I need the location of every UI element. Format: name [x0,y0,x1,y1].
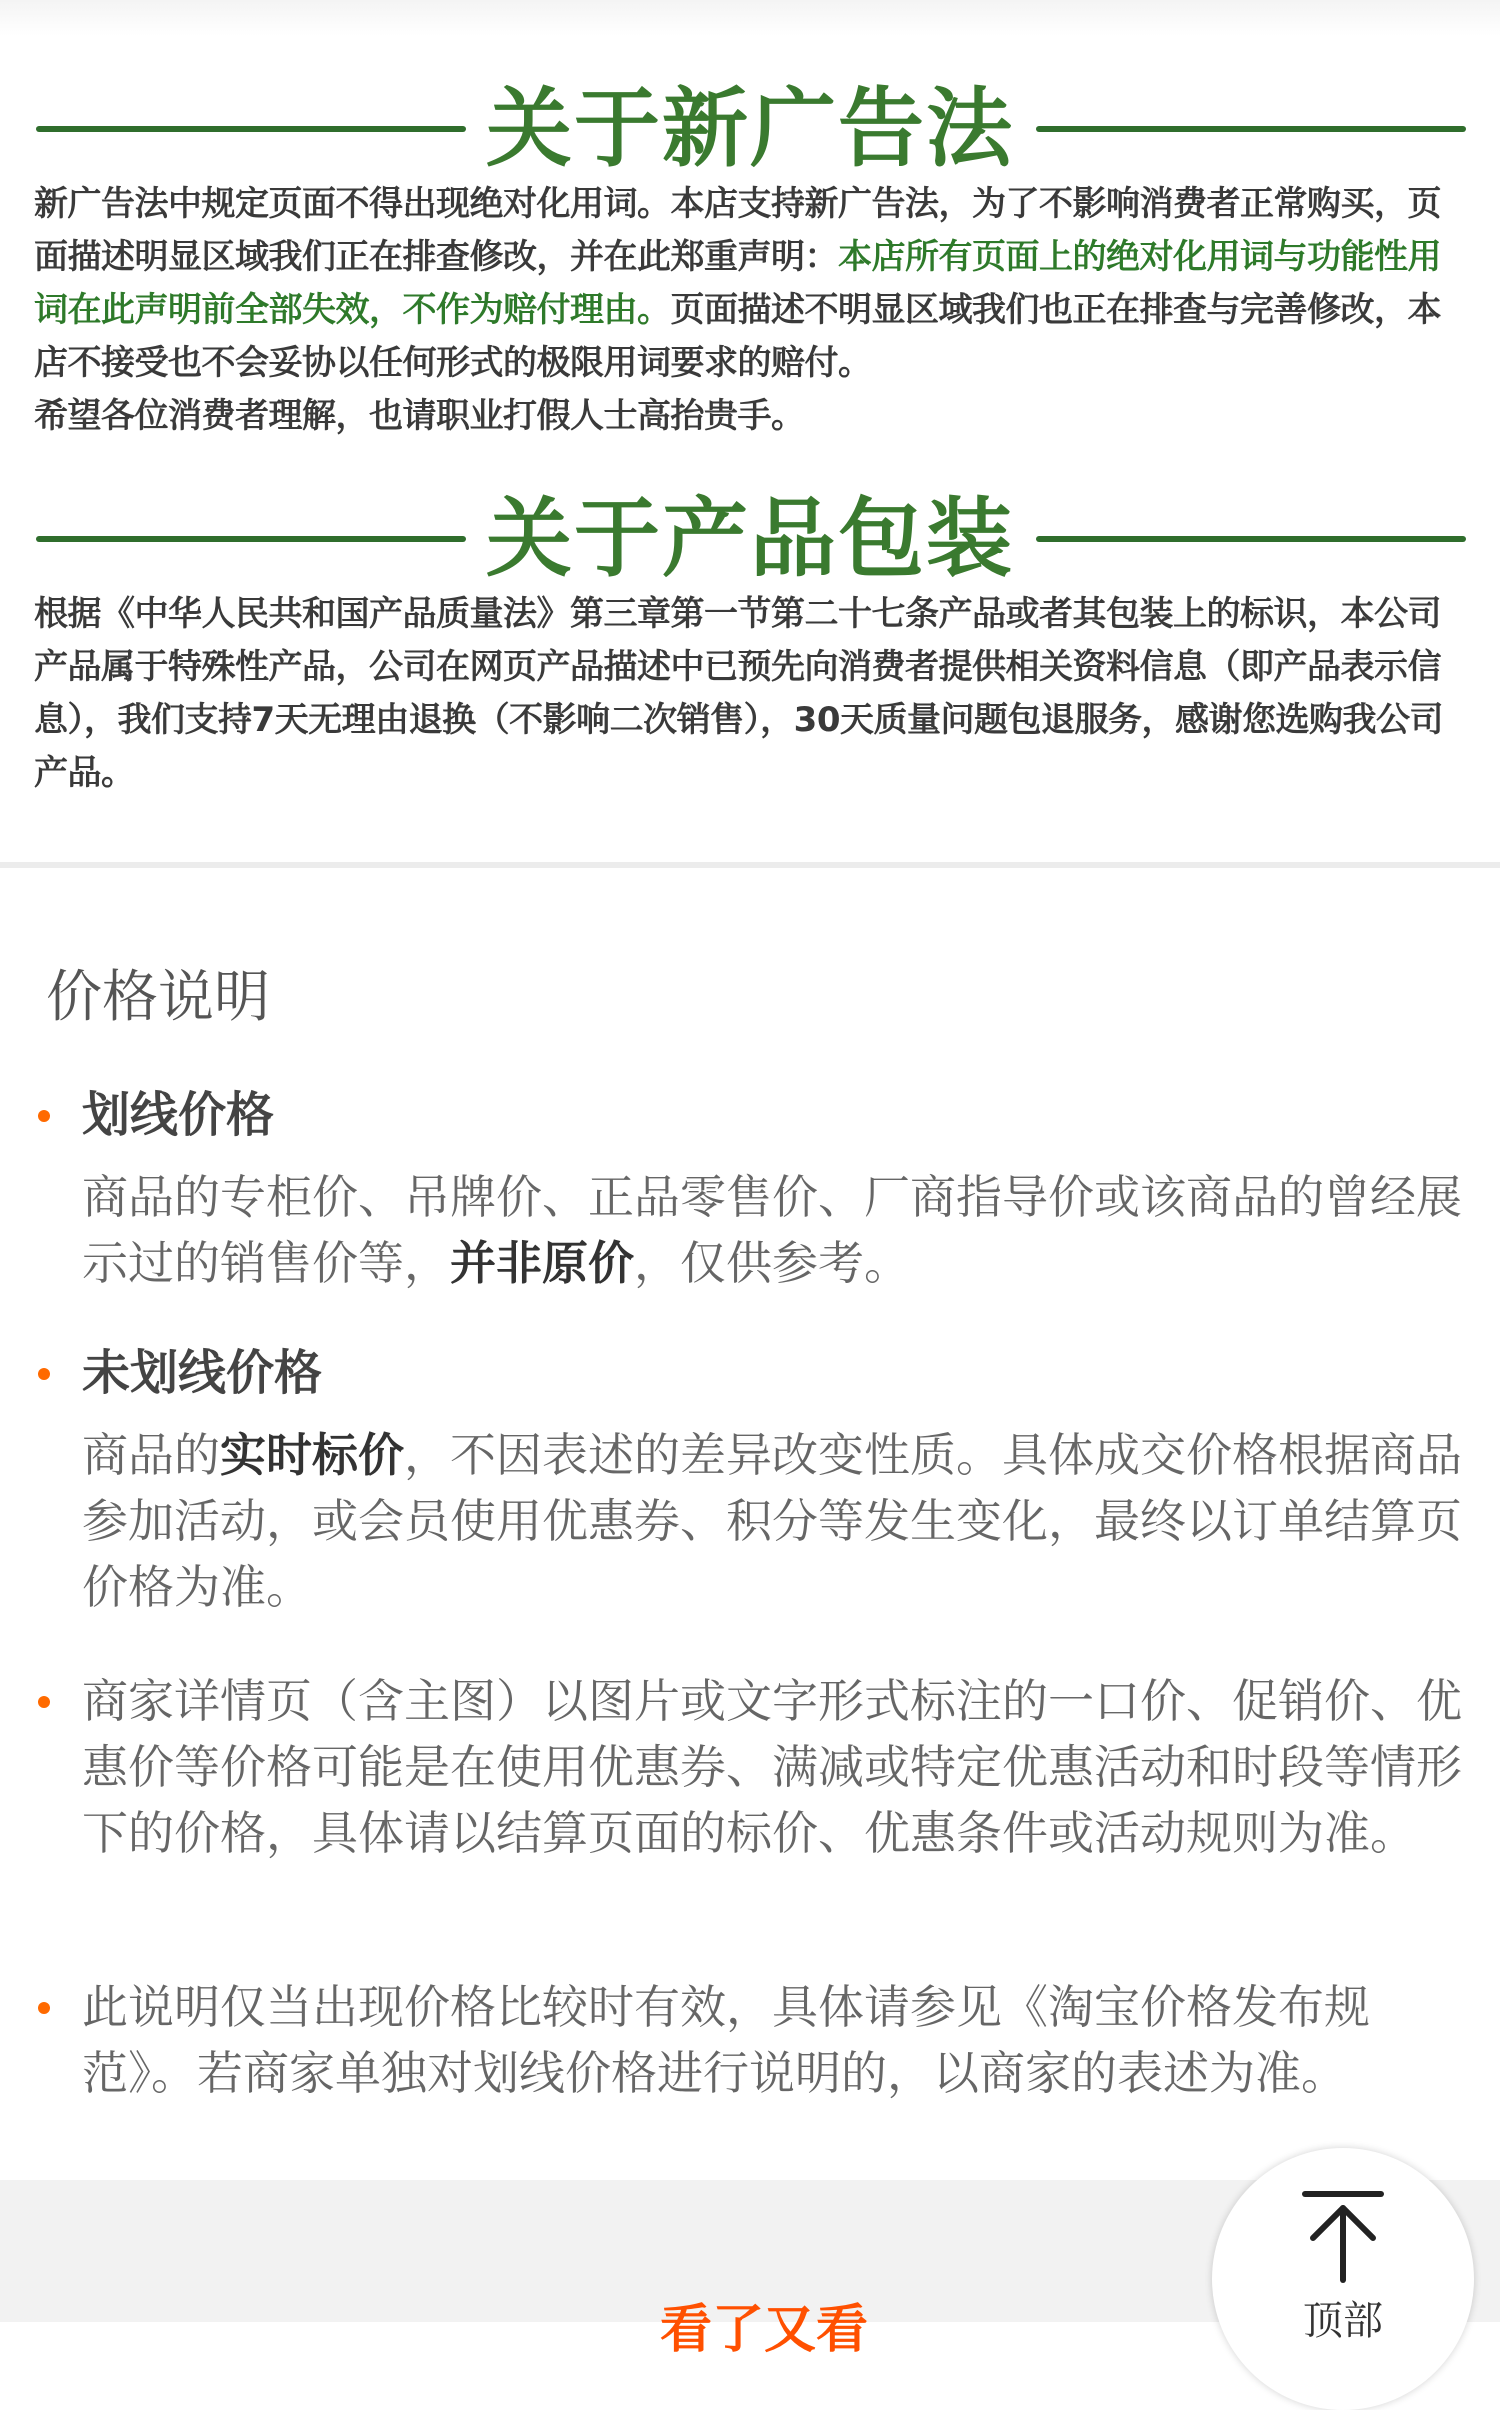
price-item-heading: 划线价格 [82,1087,275,1143]
ad-law-para1-tail: 页面描述不明显区域我们也正在排查与完善修改，本店不接受也不会妥协以任何形式的极限用词要求的赔付。 [34,290,1441,383]
bullet-dot-icon [38,1368,50,1380]
back-to-top-button[interactable] [1212,2148,1474,2410]
arrow-up-to-top-icon [1301,2190,1385,2282]
ad-law-para2: 希望各位消费者理解，也请职业打假人士高抬贵手。 [34,396,805,436]
heading-rule-left [36,536,466,542]
price-explanation [0,868,1500,2180]
ad-law-para1: 新广告法中规定页面不得出现绝对化用词。本店支持新广告法，为了不影响消费者正常购买，页面描述明显区域我们正在排查修改，并在此郑重声明： [34,184,1441,277]
ad-law-title: 关于新广告法 [486,79,1014,179]
bullet-dot-icon [38,1696,50,1708]
bullet-dot-icon [38,1110,50,1122]
top-fade [0,0,1500,36]
price-title: 价格说明 [46,965,270,1030]
text-span: 商品的 [82,1428,220,1482]
ad-law-text [34,178,1474,443]
ad-law-heading [0,74,1500,184]
packaging-heading [0,484,1500,594]
price-item-text [82,1422,1462,1620]
packaging-text: 根据《中华人民共和国产品质量法》第三章第一节第二十七条产品或者其包装上的标识，本公司产品属于特殊性产品，公司在网页产品描述中已预先向消费者提供相关资料信息（即产品表示信息），我们支持7天无理由退换（不影响二次销售），30天质量问题包退服务，感谢您选购我公司产品。 [34,594,1443,793]
text-span: 商品的专柜价、吊牌价、正品零售价、厂商指导价或该商品的曾经展示过的销售价等， [82,1170,1462,1290]
bold-text: 并非原价 [450,1236,634,1290]
text-span: ，仅供参考。 [634,1236,910,1290]
heading-rule-left [36,126,466,132]
text-span: ，不因表述的差异改变性质。具体成交价格根据商品参加活动，或会员使用优惠券、积分等发生变化，最终以订单结算页价格为准。 [82,1428,1462,1614]
recommendations-heading: 看了又看 [660,2300,869,2360]
heading-rule-right [1036,536,1466,542]
heading-rule-right [1036,126,1466,132]
packaging-title: 关于产品包装 [486,489,1014,589]
price-item-text: 此说明仅当出现价格比较时有效，具体请参见《淘宝价格发布规范》。若商家单独对划线价格进行说明的，以商家的表述为准。 [82,1980,1370,2100]
bold-text: 实时标价 [220,1428,404,1482]
back-to-top-label: 顶部 [1303,2298,1383,2344]
price-item-text: 商家详情页（含主图）以图片或文字形式标注的一口价、促销价、优惠价等价格可能是在使用优惠券、满减或特定优惠活动和时段等情形下的价格，具体请以结算页面的标价、优惠条件或活动规则为准。 [82,1674,1462,1860]
ad-law-highlight: 本店所有页面上的绝对化用词与功能性用词在此声明前全部失效，不作为赔付理由。 [34,237,1441,330]
price-item-heading: 未划线价格 [82,1345,323,1401]
price-item-text [82,1164,1462,1296]
store-notice-banner [0,0,1500,862]
bullet-dot-icon [38,2002,50,2014]
